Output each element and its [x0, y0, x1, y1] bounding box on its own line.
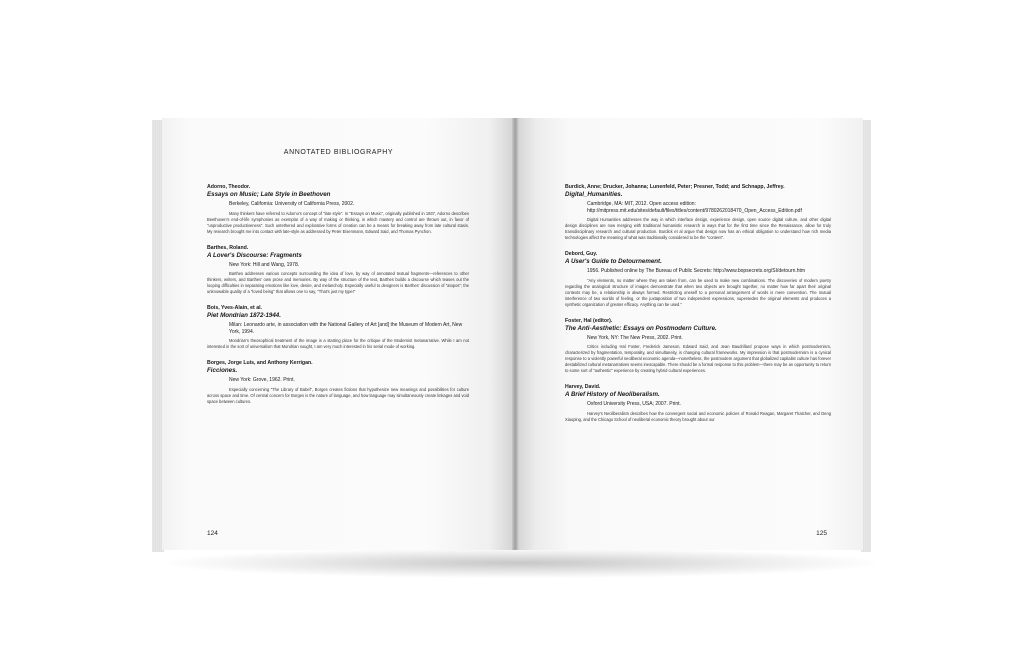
entry-title: A User's Guide to Detournement. [565, 258, 662, 266]
book-shadow [165, 548, 877, 578]
entry-author: Bois, Yves-Alain, et al. [207, 305, 262, 312]
entry-annotation: Critics including Hal Foster, Frederick Jameson, Edward Said, and Jean Baudrillard propose ways in which postmodernism, characterized by fragmentation, temporality, and simultaneity, is changing cultural frameworks. My impression is that postmodernism is a cynical response to a violently powerful neoliberal economic agenda—nonetheless, the postmodern argument that globalized capitalist culture has forever destabilized cultural metanarratives seems inescapable. There should be a formal response to this problem—there may be an opportunity to return to some sort of "authentic" experience by creating hybrid cultural experiences. [565, 344, 831, 374]
right-page [515, 118, 863, 550]
bibliography-entry [207, 360, 469, 405]
bibliography-entry [565, 184, 831, 241]
entry-title: Piet Mondrian 1872-1944. [207, 312, 281, 320]
left-page-content [207, 184, 469, 415]
entry-author: Foster, Hal (editor). [565, 317, 613, 324]
left-page [162, 118, 515, 550]
entry-author: Harvey, David. [565, 384, 601, 391]
bibliography-entry [207, 245, 469, 296]
entry-annotation: Barthes addresses various concepts surrounding the idea of love, by way of annotated textual fragments—references to other thinkers, writers, and Barthes' own prose and memories. By way of the structure of the text, Barthes builds a discourse which teases out the looping difficulties in separating emotions like love, desire, and melancholy. Especially useful to designers is Barthes' discussion of "atopos"; the unknowable quality of a "loved being" that allows one to say, "That's just my type!" [207, 271, 469, 295]
page-number: 124 [207, 530, 218, 537]
entry-author: Burdick, Anne; Drucker, Johanna; Lunenfeld, Peter; Presner, Todd; and Schnapp, Jeffrey. [565, 184, 785, 190]
page-number: 125 [816, 530, 827, 537]
entry-publication: New York, NY: The New Press, 2002. Print. [587, 334, 683, 341]
entry-author: Barthes, Roland. [207, 244, 249, 251]
entry-annotation: Harvey's Neoliberalism describes how the convergent social and economic policies of Ronald Reagan, Margaret Thatcher, and Deng Xiaoping, and the Chicago School of neoliberal economic theory brought about our [565, 410, 831, 422]
entry-title: A Brief History of Neoliberalism. [565, 391, 660, 399]
bibliography-entry [207, 305, 469, 350]
entry-author: Adorno, Theodor. [207, 184, 251, 190]
bibliography-entry [565, 251, 831, 308]
entry-annotation: "Any elements, no matter where they are taken from, can be used to make new combinations. The discoveries of modern poetry regarding the analogical structure of images demonstrate that when two objects are brought together, no matter how far apart their original contexts may be, a relationship is always formed. Restricting oneself to a personal arrangement of words is mere convention. The mutual interference of two worlds of feeling, or the juxtaposition of two independent expressions, supersedes the original elements and produces a synthetic organization of greater efficacy. Anything can be used." [565, 277, 831, 307]
entry-publication: Berkeley, California: University of California Press, 2002. [229, 201, 355, 207]
entry-publication: 1956. Published online by The Bureau of Public Secrets: http://www.bopsecrets.org/SI/detourn.htm [587, 268, 806, 275]
entry-title: Ficciones. [207, 367, 238, 375]
entry-annotation: Mondrian's theosophical treatment of the image is a starting place for the critique of the Modernist metanarrative. While I am not interested in the sort of universalism that Mondrian sought, I am very much interested in his serial mode of working. [207, 338, 469, 350]
bibliography-entry [207, 184, 469, 235]
entry-publication: New York: Hill and Wang, 1978. [229, 261, 300, 268]
entry-annotation: Digital Humanities addresses the way in which interface design, experience design, open source digital culture, and other digital design disciplines are now merging with traditional humanistic research in ways that for the first time since the Renaissance, allow for truly transdisciplinary research and cultural production. Burdick et al argue that design now has an ethical obligation to understand how rich media technologies affect the meaning of what was traditionally considered to be the "content". [565, 217, 831, 241]
entry-title: A Lover's Discourse: Fragments [207, 251, 302, 259]
entry-author: Debord, Guy. [565, 251, 598, 258]
entry-title: Essays on Music; Late Style in Beethoven [207, 191, 331, 198]
entry-annotation: Especially concerning "The Library of Babel", Borges creates fictions that hypothesize new meanings and possibilities for culture across space and time. Of central concern for Borges is the nature of language, and how language may simultaneously create linkages and void space between cultures. [207, 386, 469, 404]
book-gutter [512, 118, 518, 550]
entry-title: Digital_Humanities. [565, 191, 623, 198]
entry-publication: Cambridge, MA: MIT, 2012. Open access edition: http://mitpress.mit.edu/sites/default/files/titles/content/9780262018470_Open_Access_Edition.pdf [587, 201, 802, 214]
entry-author: Borges, Jorge Luis, and Anthony Kerrigan. [207, 360, 313, 367]
page-header: ANNOTATED BIBLIOGRAPHY [283, 149, 394, 156]
bibliography-entry [565, 318, 831, 375]
right-page-content [565, 184, 831, 433]
bibliography-entry [565, 384, 831, 423]
entry-publication: Milan: Leonardo arte, in association with the National Gallery of Art [and] the Museum of Modern Art, New York, 1994. [229, 322, 463, 335]
entry-publication: Oxford University Press, USA; 2007. Print. [587, 401, 681, 408]
entry-publication: New York: Grove, 1962. Print. [229, 377, 295, 384]
entry-title: The Anti-Aesthetic: Essays on Postmodern Culture. [565, 324, 717, 332]
entry-annotation: Many thinkers have referred to Adorno's concept of "late style". In "Essays on Music", originally published in 1937, Adorno describes Beethoven's end-of-life symphonies as exemplar of a way of making or thinking, in which mastery and control are thrown out, in favor of "unproductive productiveness". Such untethered and explorative forms of creation can be a means for breaking away from late cultural stasis. My research brought me into contact with late-style as addressed by Peter Eisenmann, Edward Said, and Thomas Pynchon. [207, 210, 469, 234]
